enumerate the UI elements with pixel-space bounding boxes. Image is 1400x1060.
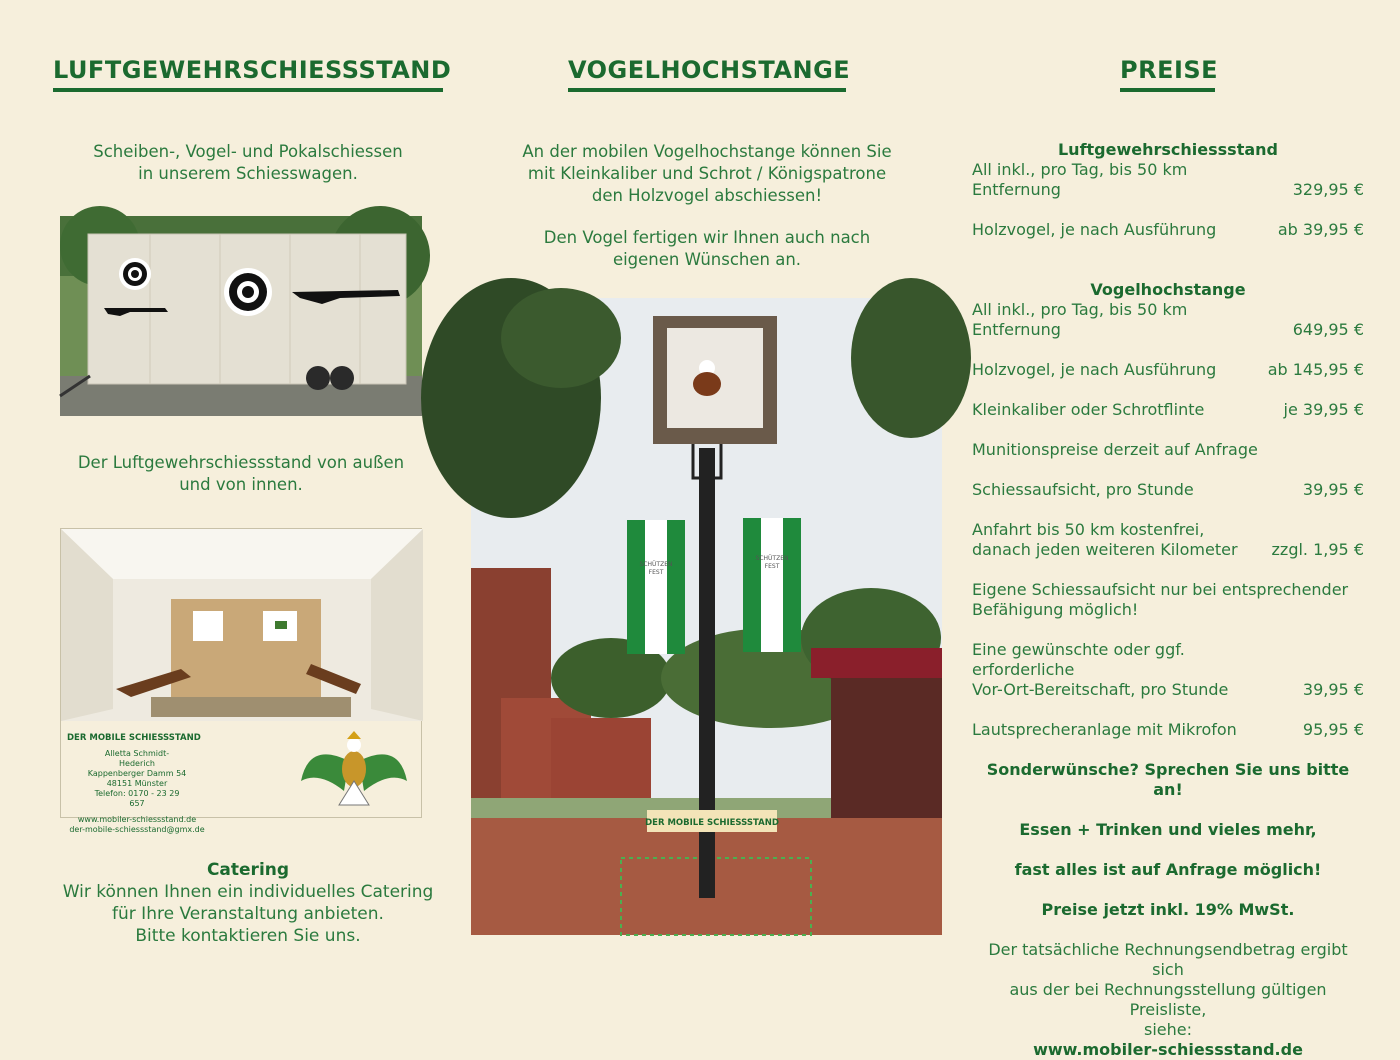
interior-illustration xyxy=(61,529,423,721)
price-section-title: Luftgewehrschiessstand xyxy=(1057,140,1278,159)
note-special-requests: Sonderwünsche? Sprechen Sie uns bitte an! xyxy=(986,760,1350,799)
price-value: 39,95 € xyxy=(1302,480,1364,499)
price-row xyxy=(972,580,1364,620)
heading-luftgewehr xyxy=(53,56,452,92)
vogel-line: mit Kleinkaliber und Schrot / Königspatrone xyxy=(527,164,887,183)
flag-text: FEST xyxy=(764,563,780,570)
price-row xyxy=(972,720,1364,740)
card-title: DER MOBILE SCHIESSSTAND xyxy=(67,733,201,743)
heading-preise xyxy=(1120,56,1219,92)
note-vat: Preise jetzt inkl. 19% MwSt. xyxy=(1041,900,1295,919)
price-section-title: Vogelhochstange xyxy=(1090,280,1246,299)
disclaimer-line: Der tatsächliche Rechnungsendbetrag ergibt sich xyxy=(988,940,1348,979)
disclaimer-line: siehe: xyxy=(1144,1020,1192,1039)
price-row xyxy=(972,480,1364,500)
price-value: 649,95 € xyxy=(1292,320,1364,339)
price-row xyxy=(972,300,1364,340)
price-value: 39,95 € xyxy=(1302,680,1364,699)
price-label: All inkl., pro Tag, bis 50 km Entfernung xyxy=(972,160,1188,199)
price-label: Eigene Schiessaufsicht nur bei entsprechender Befähigung möglich! xyxy=(972,580,1349,619)
banner-text: DER MOBILE SCHIESSSTAND xyxy=(645,818,779,828)
note-on-request: fast alles ist auf Anfrage möglich! xyxy=(1014,860,1322,879)
caption-text xyxy=(60,452,422,496)
catering-block xyxy=(60,859,436,947)
trailer-illustration xyxy=(60,216,422,416)
note-food-drinks: Essen + Trinken und vieles mehr, xyxy=(1019,820,1317,839)
heading-luftgewehr-text: LUFTGEWEHRSCHIESSSTAND xyxy=(53,56,452,84)
vogel-text-2 xyxy=(502,227,912,271)
flag-text: SCHÜTZEN xyxy=(755,555,789,562)
trailer-photo xyxy=(60,216,422,416)
price-value: ab 39,95 € xyxy=(1277,220,1364,239)
price-label: All inkl., pro Tag, bis 50 km Entfernung xyxy=(972,300,1188,339)
caption-line: Der Luftgewehrschiessstand von außen xyxy=(77,453,405,472)
price-label: Schiessaufsicht, pro Stunde xyxy=(972,480,1194,499)
flag-text: SCHÜTZEN xyxy=(639,561,673,568)
price-label: Kleinkaliber oder Schrotflinte xyxy=(972,400,1205,419)
price-value: 95,95 € xyxy=(1302,720,1364,739)
vogel-text-1 xyxy=(502,141,912,207)
heading-underline xyxy=(1120,88,1215,92)
catering-line: Wir können Ihnen ein individuelles Catering xyxy=(62,882,434,902)
pole-photo xyxy=(471,298,942,935)
website-link[interactable]: www.mobiler-schiessstand.de xyxy=(1033,1040,1303,1059)
pole-illustration xyxy=(471,298,942,935)
catering-title: Catering xyxy=(206,860,290,880)
card-street: Kappenberger Damm 54 xyxy=(87,769,187,778)
heading-preise-text: PREISE xyxy=(1120,56,1219,84)
vogel-line: eigenen Wünschen an. xyxy=(612,250,802,269)
flag-text: FEST xyxy=(648,569,664,576)
target-icon xyxy=(224,268,272,316)
heading-underline xyxy=(568,88,846,92)
price-row xyxy=(972,400,1364,420)
heading-vogelhochstange xyxy=(568,56,851,92)
price-row xyxy=(972,220,1364,240)
price-label: Anfahrt bis 50 km kostenfrei, danach jeden weiteren Kilometer xyxy=(972,520,1238,559)
price-list xyxy=(972,140,1364,1060)
heading-underline xyxy=(53,88,443,92)
price-label: Lautsprecheranlage mit Mikrofon xyxy=(972,720,1237,739)
target-icon xyxy=(119,258,151,290)
intro-line: Scheiben-, Vogel- und Pokalschiessen xyxy=(93,142,403,161)
card-email: der-mobile-schiessstand@gmx.de xyxy=(69,825,205,834)
price-value: ab 145,95 € xyxy=(1267,360,1364,379)
wooden-bird-icon xyxy=(693,372,721,396)
catering-line: für Ihre Veranstaltung anbieten. xyxy=(112,904,384,924)
vogel-line: den Holzvogel abschiessen! xyxy=(591,186,823,205)
intro-line: in unserem Schiesswagen. xyxy=(138,164,358,183)
catering-line: Bitte kontaktieren Sie uns. xyxy=(135,926,361,946)
vogel-line: An der mobilen Vogelhochstange können Sie xyxy=(522,142,892,161)
eagle-logo-icon xyxy=(299,721,409,809)
price-row xyxy=(972,440,1364,460)
contact-card xyxy=(61,721,421,834)
vogel-line: Den Vogel fertigen wir Ihnen auch nach xyxy=(543,228,871,247)
card-city: 48151 Münster xyxy=(106,779,168,788)
price-label: Holzvogel, je nach Ausführung xyxy=(972,220,1217,239)
price-value: 329,95 € xyxy=(1292,180,1364,199)
intro-text xyxy=(60,141,436,185)
price-value: zzgl. 1,95 € xyxy=(1271,540,1364,559)
card-phone: Telefon: 0170 - 23 29 657 xyxy=(94,789,180,808)
card-name: Alletta Schmidt-Hederich xyxy=(104,749,170,768)
price-label: Eine gewünschte oder ggf. erforderliche Vor-Ort-Bereitschaft, pro Stunde xyxy=(972,640,1229,699)
price-row xyxy=(972,520,1364,560)
caption-line: und von innen. xyxy=(179,475,303,494)
price-value: je 39,95 € xyxy=(1283,400,1364,419)
price-label: Munitionspreise derzeit auf Anfrage xyxy=(972,440,1258,459)
price-row xyxy=(972,640,1364,700)
card-web: www.mobiler-schiessstand.de xyxy=(77,815,197,824)
disclaimer-line: aus der bei Rechnungsstellung gültigen Preisliste, xyxy=(1009,980,1327,1019)
price-label: Holzvogel, je nach Ausführung xyxy=(972,360,1217,379)
price-row xyxy=(972,160,1364,200)
disclaimer xyxy=(972,940,1364,1060)
price-row xyxy=(972,360,1364,380)
interior-photo xyxy=(60,528,422,834)
heading-vogelhochstange-text: VOGELHOCHSTANGE xyxy=(568,56,851,84)
